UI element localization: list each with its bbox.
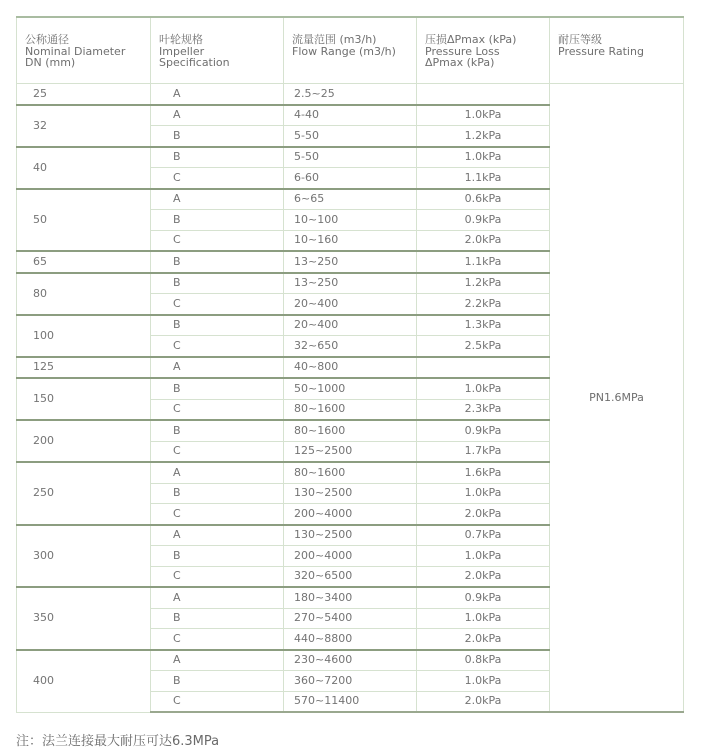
cell-pressure-loss: 2.0kPa <box>417 230 550 251</box>
cell-pressure-loss: 1.2kPa <box>417 273 550 294</box>
cell-pressure-loss: 1.0kPa <box>417 671 550 692</box>
cell-pressure-loss: 1.7kPa <box>417 441 550 462</box>
cell-pressure-loss: 2.2kPa <box>417 294 550 315</box>
cell-impeller-spec: C <box>151 168 284 189</box>
cell-nominal-diameter: 300 <box>17 525 151 588</box>
cell-nominal-diameter: 125 <box>17 357 151 379</box>
cell-flow-range: 20~400 <box>284 294 417 315</box>
cell-nominal-diameter: 200 <box>17 420 151 462</box>
cell-impeller-spec: A <box>151 462 284 483</box>
cell-flow-range: 440~8800 <box>284 629 417 650</box>
cell-flow-range: 80~1600 <box>284 399 417 420</box>
cell-impeller-spec: A <box>151 105 284 126</box>
cell-impeller-spec: A <box>151 587 284 608</box>
cell-flow-range: 32~650 <box>284 336 417 357</box>
cell-impeller-spec: C <box>151 441 284 462</box>
cell-pressure-loss: 1.3kPa <box>417 315 550 336</box>
cell-flow-range: 570~11400 <box>284 691 417 712</box>
cell-pressure-loss: 0.8kPa <box>417 650 550 671</box>
cell-impeller-spec: B <box>151 483 284 504</box>
cell-flow-range: 6~65 <box>284 189 417 210</box>
cell-nominal-diameter: 50 <box>17 189 151 252</box>
cell-impeller-spec: A <box>151 189 284 210</box>
cell-flow-range: 13~250 <box>284 273 417 294</box>
cell-impeller-spec: A <box>151 650 284 671</box>
cell-pressure-loss: 2.0kPa <box>417 629 550 650</box>
cell-nominal-diameter: 250 <box>17 462 151 525</box>
cell-pressure-loss: 2.5kPa <box>417 336 550 357</box>
cell-flow-range: 130~2500 <box>284 525 417 546</box>
cell-impeller-spec: A <box>151 525 284 546</box>
table-body <box>17 84 684 713</box>
cell-pressure-loss: 1.1kPa <box>417 168 550 189</box>
cell-flow-range: 125~2500 <box>284 441 417 462</box>
cell-impeller-spec: C <box>151 399 284 420</box>
cell-pressure-loss: 1.6kPa <box>417 462 550 483</box>
cell-impeller-spec: B <box>151 126 284 147</box>
cell-pressure-loss: 2.0kPa <box>417 691 550 712</box>
cell-nominal-diameter: 40 <box>17 147 151 189</box>
cell-impeller-spec: C <box>151 336 284 357</box>
cell-pressure-loss: 0.7kPa <box>417 525 550 546</box>
cell-impeller-spec: B <box>151 546 284 567</box>
cell-impeller-spec: C <box>151 230 284 251</box>
cell-flow-range: 50~1000 <box>284 378 417 399</box>
cell-impeller-spec: B <box>151 251 284 273</box>
cell-pressure-loss: 1.0kPa <box>417 378 550 399</box>
cell-impeller-spec: A <box>151 84 284 105</box>
cell-impeller-spec: C <box>151 566 284 587</box>
cell-flow-range: 10~100 <box>284 210 417 231</box>
cell-pressure-loss: 2.3kPa <box>417 399 550 420</box>
cell-pressure-loss: 1.1kPa <box>417 251 550 273</box>
cell-flow-range: 6-60 <box>284 168 417 189</box>
cell-flow-range: 200~4000 <box>284 546 417 567</box>
cell-nominal-diameter: 80 <box>17 273 151 315</box>
header-nominal-diameter: 公称通径 Nominal Diameter DN (mm) <box>17 17 151 84</box>
cell-flow-range: 80~1600 <box>284 420 417 441</box>
table-header-row <box>17 17 684 84</box>
cell-impeller-spec: B <box>151 608 284 629</box>
cell-impeller-spec: B <box>151 273 284 294</box>
cell-impeller-spec: C <box>151 629 284 650</box>
cell-nominal-diameter: 400 <box>17 650 151 713</box>
header-impeller-spec: 叶轮规格 Impeller Specification <box>151 17 284 84</box>
cell-nominal-diameter: 65 <box>17 251 151 273</box>
header-pressure-rating: 耐压等级 Pressure Rating <box>550 17 684 84</box>
cell-pressure-rating: PN1.6MPa <box>550 84 684 713</box>
cell-pressure-loss: 1.0kPa <box>417 483 550 504</box>
cell-nominal-diameter: 100 <box>17 315 151 357</box>
cell-flow-range: 40~800 <box>284 357 417 379</box>
cell-nominal-diameter: 32 <box>17 105 151 147</box>
cell-flow-range: 5-50 <box>284 147 417 168</box>
cell-pressure-loss: 0.9kPa <box>417 587 550 608</box>
cell-impeller-spec: B <box>151 210 284 231</box>
cell-impeller-spec: B <box>151 671 284 692</box>
cell-flow-range: 13~250 <box>284 251 417 273</box>
cell-pressure-loss: 2.0kPa <box>417 566 550 587</box>
cell-impeller-spec: B <box>151 147 284 168</box>
cell-nominal-diameter: 350 <box>17 587 151 650</box>
cell-pressure-loss: 1.0kPa <box>417 546 550 567</box>
cell-pressure-loss <box>417 357 550 379</box>
cell-nominal-diameter: 25 <box>17 84 151 105</box>
cell-flow-range: 200~4000 <box>284 504 417 525</box>
cell-pressure-loss: 0.9kPa <box>417 420 550 441</box>
table-row <box>17 84 684 105</box>
header-pressure-loss: 压损ΔPmax (kPa) Pressure Loss ΔPmax (kPa) <box>417 17 550 84</box>
cell-impeller-spec: C <box>151 504 284 525</box>
cell-flow-range: 4-40 <box>284 105 417 126</box>
flow-spec-table <box>16 16 684 713</box>
cell-pressure-loss: 1.0kPa <box>417 105 550 126</box>
cell-flow-range: 180~3400 <box>284 587 417 608</box>
cell-flow-range: 270~5400 <box>284 608 417 629</box>
cell-flow-range: 320~6500 <box>284 566 417 587</box>
cell-pressure-loss: 2.0kPa <box>417 504 550 525</box>
cell-pressure-loss: 0.9kPa <box>417 210 550 231</box>
cell-flow-range: 80~1600 <box>284 462 417 483</box>
cell-impeller-spec: B <box>151 378 284 399</box>
cell-flow-range: 5-50 <box>284 126 417 147</box>
cell-flow-range: 2.5~25 <box>284 84 417 105</box>
cell-pressure-loss: 1.0kPa <box>417 147 550 168</box>
cell-nominal-diameter: 150 <box>17 378 151 420</box>
cell-flow-range: 360~7200 <box>284 671 417 692</box>
cell-flow-range: 130~2500 <box>284 483 417 504</box>
cell-impeller-spec: B <box>151 315 284 336</box>
cell-pressure-loss: 1.0kPa <box>417 608 550 629</box>
cell-impeller-spec: B <box>151 420 284 441</box>
cell-flow-range: 20~400 <box>284 315 417 336</box>
cell-pressure-loss: 1.2kPa <box>417 126 550 147</box>
cell-pressure-loss: 0.6kPa <box>417 189 550 210</box>
header-flow-range: 流量范围 (m3/h) Flow Range (m3/h) <box>284 17 417 84</box>
footnote: 注：法兰连接最大耐压可达6.3MPa <box>16 734 220 749</box>
cell-impeller-spec: C <box>151 294 284 315</box>
cell-pressure-loss <box>417 84 550 105</box>
cell-flow-range: 230~4600 <box>284 650 417 671</box>
cell-impeller-spec: C <box>151 691 284 712</box>
cell-flow-range: 10~160 <box>284 230 417 251</box>
cell-impeller-spec: A <box>151 357 284 379</box>
